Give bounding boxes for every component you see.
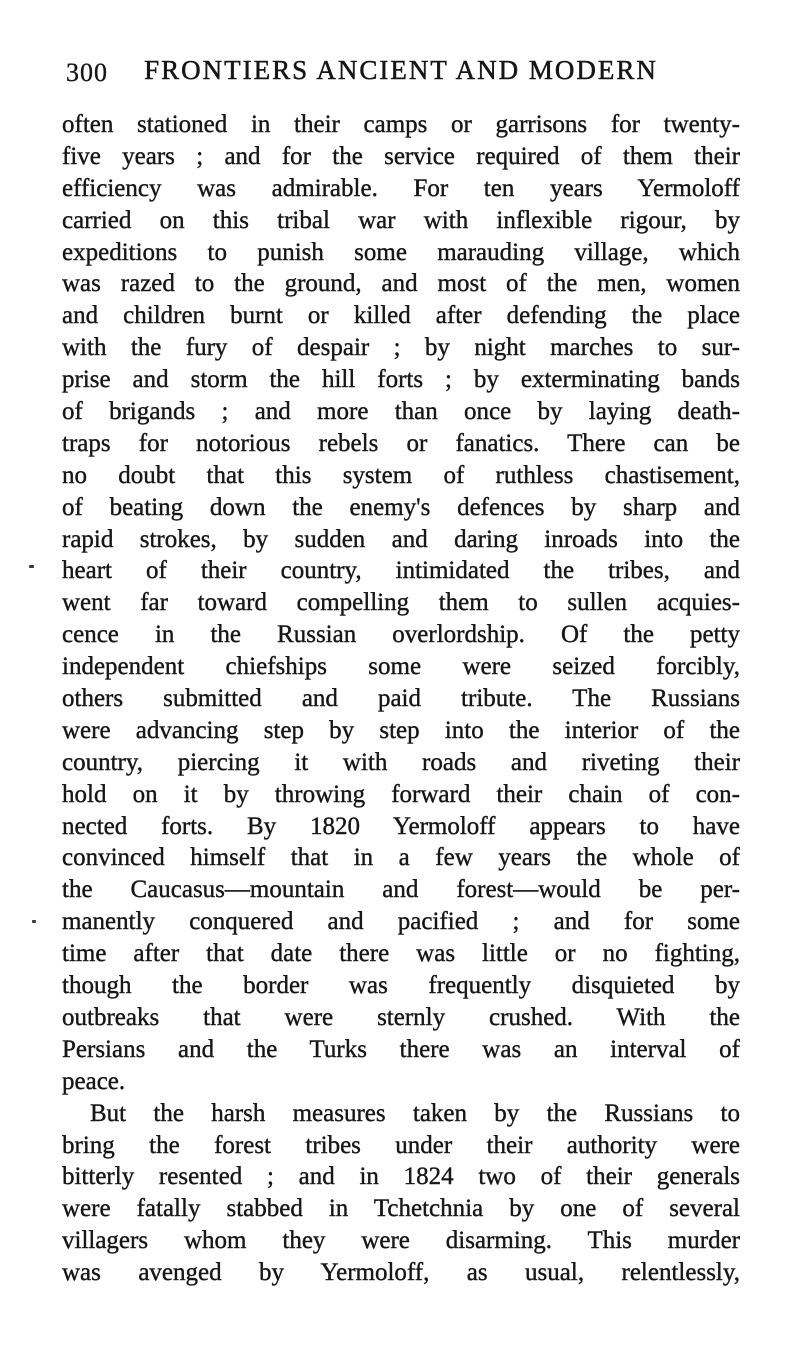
text-line: nected forts. By 1820 Yermoloff appears to have	[62, 812, 740, 840]
text-line: independent chiefships some were seized forcibly,	[62, 653, 740, 681]
text-line: often stationed in their camps or garrisons for twenty-	[62, 111, 740, 138]
text-line: were fatally stabbed in Tchetchnia by one of several	[62, 1195, 740, 1223]
running-title: FRONTIERS ANCIENT AND MODERN	[144, 55, 658, 85]
text-line: country, piercing it with roads and riveting their	[62, 748, 740, 776]
text-line: five years ; and for the service required of them their	[62, 142, 740, 170]
page-number: 300	[66, 58, 108, 87]
text-line: others submitted and paid tribute. The Russians	[62, 685, 740, 713]
text-line: convinced himself that in a few years the whole of	[62, 844, 740, 872]
page-header	[62, 55, 740, 89]
ink-speck	[29, 565, 34, 568]
text-line: peace.	[62, 1067, 126, 1095]
text-line: villagers whom they were disarming. This murder	[62, 1227, 740, 1255]
text-line: prise and storm the hill forts ; by exterminating bands	[62, 366, 740, 394]
text-line: bitterly resented ; and in 1824 two of their generals	[62, 1163, 740, 1191]
text-line: went far toward compelling them to sullen acquies-	[62, 589, 740, 617]
text-line: and children burnt or killed after defending the place	[62, 302, 740, 330]
text-line: manently conquered and pacified ; and for some	[62, 908, 740, 936]
text-line: rapid strokes, by sudden and daring inroads into the	[62, 525, 740, 553]
text-line: was avenged by Yermoloff, as usual, relentlessly,	[62, 1259, 740, 1287]
text-line: But the harsh measures taken by the Russians to	[90, 1099, 740, 1127]
body-text	[62, 109, 740, 1289]
text-line: traps for notorious rebels or fanatics. There can be	[62, 429, 740, 457]
text-line: outbreaks that were sternly crushed. With the	[62, 1003, 740, 1031]
text-line: hold on it by throwing forward their chain of con-	[62, 780, 740, 808]
text-line: carried on this tribal war with inflexible rigour, by	[62, 206, 740, 234]
text-line: heart of their country, intimidated the tribes, and	[62, 557, 740, 585]
text-line: with the fury of despair ; by night marches to sur-	[62, 334, 740, 362]
text-line: expeditions to punish some marauding village, which	[62, 238, 740, 266]
text-line: bring the forest tribes under their authority were	[62, 1131, 740, 1159]
text-line: the Caucasus—mountain and forest—would be per-	[62, 876, 740, 904]
ink-speck	[32, 920, 36, 923]
text-line: though the border was frequently disquieted by	[62, 972, 740, 1000]
text-line: time after that date there was little or no fighting,	[62, 940, 740, 968]
text-line: efficiency was admirable. For ten years Yermoloff	[62, 174, 740, 202]
text-line: of beating down the enemy's defences by sharp and	[62, 493, 740, 521]
text-line: of brigands ; and more than once by laying death-	[62, 398, 740, 426]
text-line: no doubt that this system of ruthless chastisement,	[62, 461, 740, 489]
text-line: were advancing step by step into the interior of the	[62, 716, 740, 744]
text-line: cence in the Russian overlordship. Of the petty	[62, 621, 740, 649]
text-line: Persians and the Turks there was an interval of	[62, 1035, 740, 1063]
text-line: was razed to the ground, and most of the men, women	[62, 270, 740, 298]
